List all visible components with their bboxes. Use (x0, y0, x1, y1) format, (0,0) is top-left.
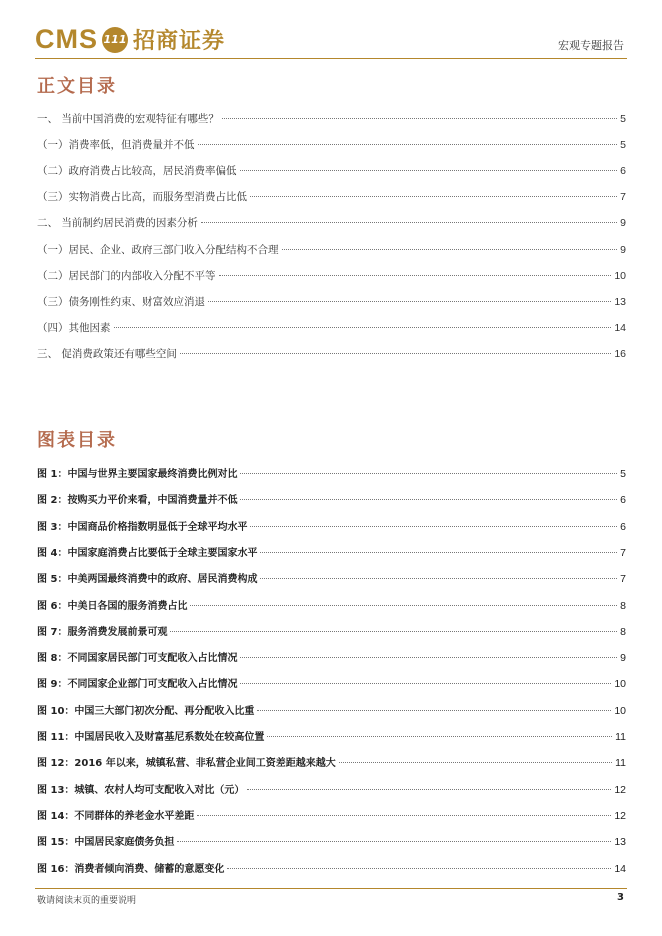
dot-leader (201, 222, 617, 223)
figure-entry-page: 7 (620, 546, 626, 559)
figure-entry-text: 图 1：中国与世界主要国家最终消费比例对比 (37, 469, 238, 480)
logo-chinese-text: 招商证券 (133, 29, 226, 54)
dot-leader (222, 118, 617, 119)
figure-entry-text: 图 11：中国居民收入及财富基尼系数处在较高位置 (37, 732, 265, 743)
figure-entry-text: 图 4：中国家庭消费占比要低于全球主要国家水平 (37, 547, 258, 559)
toc-entry[interactable] (37, 268, 626, 283)
dot-leader (267, 736, 612, 737)
toc-entry-text: （一）消费率低，但消费量并不低 (37, 139, 195, 152)
toc-entry-text: （二）政府消费占比较高，居民消费率偏低 (37, 165, 237, 178)
dot-leader (260, 552, 617, 553)
figure-entry-page: 8 (620, 599, 626, 612)
figure-entry-text: 图 15：中国居民家庭债务负担 (37, 837, 175, 849)
report-type-label: 宏观专题报告 (558, 39, 624, 52)
toc-entry-text: （四）其他因素 (37, 321, 111, 334)
figure-entry-text: 图 8：不同国家居民部门可支配收入占比情况 (37, 653, 238, 665)
dot-leader (197, 815, 611, 816)
toc-entry[interactable] (37, 320, 626, 335)
figure-entry-page: 13 (614, 836, 626, 849)
toc-entry[interactable] (37, 294, 626, 309)
figure-entry-page: 11 (615, 757, 626, 770)
toc-entry-page: 13 (614, 295, 626, 308)
toc-entry-page: 16 (614, 347, 626, 360)
toc-entry-text: 一、 当前中国消费的宏观特征有哪些？ (37, 113, 219, 125)
figure-entry-page: 5 (620, 468, 626, 480)
figure-entry-page: 7 (620, 573, 626, 586)
page-header (0, 0, 662, 62)
toc-title: 正文目录 (37, 76, 117, 97)
figure-entry[interactable] (37, 860, 626, 875)
figure-entry[interactable] (37, 702, 626, 717)
figure-entry[interactable] (37, 544, 626, 559)
toc-entry-text: 三、 促消费政策还有哪些空间 (37, 347, 177, 360)
dot-leader (240, 499, 617, 500)
dot-leader (180, 353, 611, 354)
figure-entry[interactable] (37, 518, 626, 533)
logo-latin-text: CMS (35, 24, 98, 54)
dot-leader (114, 327, 612, 328)
page-number: 3 (617, 892, 624, 903)
figure-entry[interactable] (37, 675, 626, 690)
toc-entry-page: 7 (620, 191, 626, 204)
dot-leader (177, 841, 611, 842)
dot-leader (247, 789, 611, 790)
toc-entry[interactable] (37, 242, 626, 257)
figure-entry[interactable] (37, 807, 626, 822)
dot-leader (190, 605, 617, 606)
figure-entry[interactable] (37, 465, 626, 480)
figure-entry-page: 12 (614, 809, 626, 822)
toc-entry-page: 9 (620, 217, 626, 230)
dot-leader (240, 473, 617, 474)
toc-entry-text: （三）债务刚性约束、财富效应消退 (37, 295, 205, 308)
toc-entry-page: 14 (614, 321, 626, 334)
toc-entry[interactable] (37, 215, 626, 230)
company-logo (35, 24, 225, 55)
figure-entry-page: 14 (614, 862, 626, 875)
toc-entry-page: 10 (614, 269, 626, 282)
figure-entry[interactable] (37, 781, 626, 796)
figure-entry-text: 图 7：服务消费发展前景可观 (37, 626, 168, 638)
figure-entry-page: 11 (615, 731, 626, 743)
dot-leader (260, 578, 617, 579)
footer-disclaimer: 敬请阅读末页的重要说明 (37, 896, 137, 906)
figure-entry[interactable] (37, 623, 626, 638)
toc-entry-text: 二、 当前制约居民消费的因素分析 (37, 217, 198, 230)
figure-entry-page: 6 (620, 494, 626, 507)
dot-leader (219, 275, 612, 276)
logo-badge-icon: 111 (102, 27, 128, 53)
toc-entry-page: 6 (620, 165, 626, 178)
toc-entry-page: 5 (620, 139, 626, 152)
dot-leader (198, 144, 618, 145)
figure-entry-text: 图 6：中美日各国的服务消费占比 (37, 600, 188, 612)
toc-entry[interactable] (37, 137, 626, 152)
toc-entry-text: （一）居民、企业、政府三部门收入分配结构不合理 (37, 243, 279, 256)
dot-leader (250, 196, 617, 197)
figure-entry-page: 8 (620, 625, 626, 638)
dot-leader (257, 710, 611, 711)
toc-entry-text: （二）居民部门的内部收入分配不平等 (37, 269, 216, 282)
toc-entry[interactable] (37, 189, 626, 204)
figure-entry-text: 图 13：城镇、农村人均可支配收入对比（元） (37, 784, 245, 796)
figure-entry[interactable] (37, 754, 626, 769)
footer-divider (35, 888, 627, 889)
figure-entry-text: 图 5：中美两国最终消费中的政府、居民消费构成 (37, 574, 258, 586)
dot-leader (240, 657, 617, 658)
figure-entry-text: 图 12：2016 年以来，城镇私营、非私营企业间工资差距越来越大 (37, 758, 336, 770)
figure-entry[interactable] (37, 570, 626, 585)
toc-entry[interactable] (37, 111, 626, 126)
figure-entry-text: 图 9：不同国家企业部门可支配收入占比情况 (37, 679, 238, 691)
dot-leader (250, 526, 617, 527)
figure-entry-page: 10 (614, 678, 626, 691)
figure-entry-text: 图 16：消费者倾向消费、储蓄的意愿变化 (37, 863, 225, 875)
figure-entry-text: 图 14：不同群体的养老金水平差距 (37, 810, 195, 822)
figure-entry-page: 9 (620, 652, 626, 665)
toc-entry[interactable] (37, 163, 626, 178)
figure-entry[interactable] (37, 597, 626, 612)
figure-entry[interactable] (37, 649, 626, 664)
dot-leader (170, 631, 617, 632)
figure-entry-page: 6 (620, 520, 626, 533)
toc-entry[interactable] (37, 346, 626, 361)
dot-leader (208, 301, 611, 302)
figure-entry[interactable] (37, 728, 626, 743)
dot-leader (240, 683, 611, 684)
figure-entry-text: 图 3：中国商品价格指数明显低于全球平均水平 (37, 521, 248, 533)
dot-leader (339, 762, 612, 763)
figure-entry[interactable] (37, 833, 626, 848)
figure-entry-page: 12 (614, 783, 626, 796)
dot-leader (227, 868, 611, 869)
figure-entry-text: 图 10：中国三大部门初次分配、再分配收入比重 (37, 705, 255, 717)
dot-leader (282, 249, 618, 250)
header-divider (35, 58, 627, 59)
dot-leader (240, 170, 618, 171)
toc-entry-page: 9 (620, 243, 626, 256)
figure-entry[interactable] (37, 491, 626, 506)
figures-title: 图表目录 (37, 430, 117, 451)
toc-entry-text: （三）实物消费占比高，而服务型消费占比低 (37, 191, 247, 204)
figure-entry-text: 图 2：按购买力平价来看，中国消费量并不低 (37, 495, 238, 507)
toc-entry-page: 5 (620, 113, 626, 125)
figure-entry-page: 10 (614, 704, 626, 717)
